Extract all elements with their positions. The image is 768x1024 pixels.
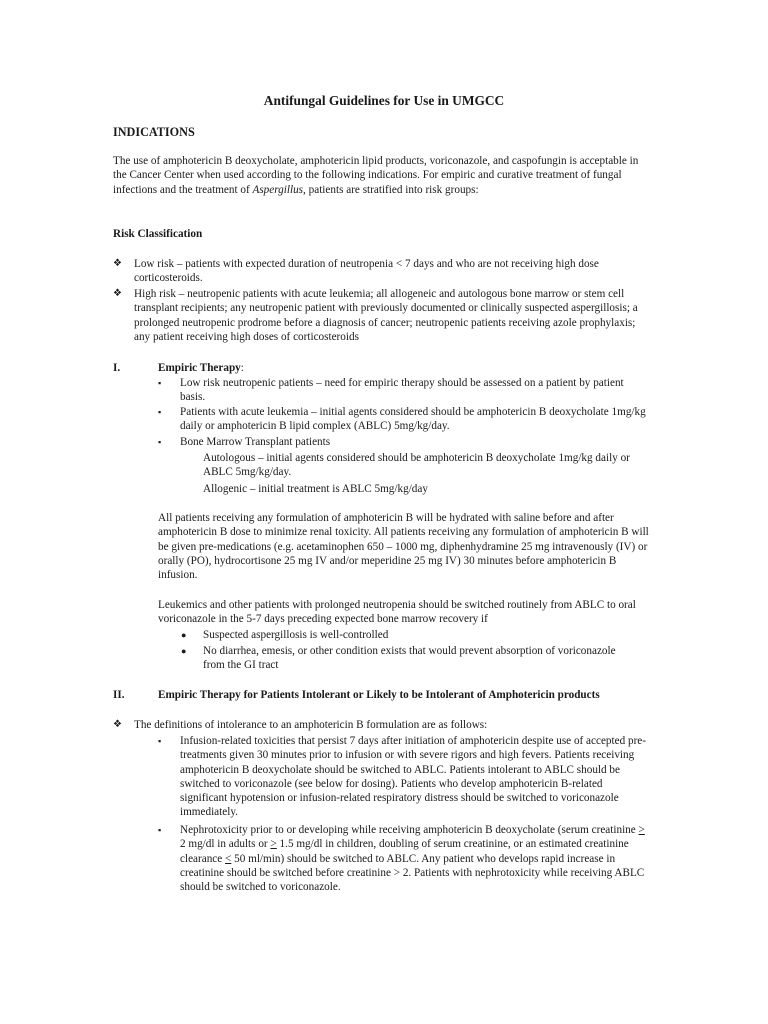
bmt-autologous: Autologous – initial agents considered should be amphotericin B deoxycholate 1mg/kg daily or ABLC 5mg/kg/day.	[203, 452, 630, 479]
list-item	[113, 718, 653, 732]
section-1-bullet-bmt: Bone Marrow Transplant patients	[180, 436, 331, 448]
section-1-bullet-leukemia: Patients with acute leukemia – initial agents considered should be amphotericin B deoxycholate 1mg/kg daily or amphotericin B lipid complex (ABLC) 5mg/kg/day.	[180, 406, 646, 433]
section-2-numeral: II.	[113, 689, 125, 701]
risk-item-high: High risk – neutropenic patients with acute leukemia; all allogeneic and autologous bone marrow or stem cell transplant recipients; any neutropenic patient with previously documented or clinically suspected aspergillosis; a prolonged neutropenic prodrome before a diagnosis of cancer; neutropenic patients receiving azole prophylaxis; any patient receiving high doses of corticosteroids	[134, 288, 638, 343]
diamond-bullet-icon: ❖	[113, 288, 122, 299]
intro-italic: Aspergillus	[252, 183, 304, 196]
section-1-heading-text: Empiric Therapy	[158, 362, 241, 374]
list-item	[158, 734, 648, 820]
section-2-heading: Empiric Therapy for Patients Intolerant or Likely to be Intolerant of Amphotericin products	[158, 689, 600, 701]
infusion-toxicity-bullet: Infusion-related toxicities that persist 7 days after initiation of amphotericin despite use of accepted pre-treatments given 30 minutes prior to infusion or with severe rigors and high fevers. Patients receiving amphotericin B deoxycholate should be switched to ABLC. Patients intolerant to ABLC should be switched to voriconazole (see below for dosing). Patients who develop amphotericin B-related significant hypotension or infusion-related respiratory distress should be switched to voriconazole immediately.	[180, 735, 646, 819]
nephro-ge-symbol: >	[638, 824, 645, 836]
square-bullet-icon: ▪	[158, 378, 162, 388]
indications-heading: INDICATIONS	[113, 125, 195, 139]
list-item	[181, 628, 621, 642]
nephro-text-c: 1.5 mg/dl in children, doubling of serum creatinine, or an estimated creatinine clearance	[180, 838, 629, 865]
square-bullet-icon: ▪	[158, 407, 162, 417]
bmt-allogenic: Allogenic – initial treatment is ABLC 5mg/kg/day	[203, 483, 428, 495]
risk-item-low: Low risk – patients with expected duration of neutropenia < 7 days and who are not receiving high dose corticosteroids.	[134, 258, 599, 285]
nephro-text-d: 50 ml/min) should be switched to ABLC. Any patient who develops rapid increase in creatinine should be switched before creatinine > 2. Patients with nephrotoxicity while receiving ABLC should be switched to voriconazole.	[180, 852, 645, 894]
list-item	[181, 644, 621, 673]
list-item	[113, 287, 643, 344]
intro-text-2: , patients are stratified into risk groups:	[303, 183, 479, 196]
condition-aspergillosis: Suspected aspergillosis is well-controlled	[203, 629, 389, 641]
list-item	[158, 435, 648, 449]
amphotericin-hydration-paragraph: All patients receiving any formulation of amphotericin B will be hydrated with saline before and after amphotericin B dose to minimize renal toxicity. All patients receiving any formulation of amphotericin B will be given pre-medications (e.g. acetaminophen 650 – 1000 mg, diphenhydramine 25 mg intravenously (IV) or orally (PO), hydrocortisone 25 mg IV and/or meperidine 25 mg IV) 30 minutes before amphotericin B infusion.	[158, 512, 649, 582]
square-bullet-icon: ▪	[158, 437, 162, 447]
nephrotoxicity-bullet	[180, 823, 648, 894]
nephro-text-b: 2 mg/dl in adults or	[180, 838, 271, 851]
section-1-heading-colon: :	[240, 362, 244, 374]
nephro-ge-symbol: >	[270, 838, 277, 851]
diamond-bullet-icon: ❖	[113, 258, 122, 269]
diamond-bullet-icon: ❖	[113, 719, 122, 730]
nephro-text-a: Nephrotoxicity prior to or developing while receiving amphotericin B deoxycholate (serum creatinine	[180, 824, 639, 836]
intro-text-1: The use of amphotericin B deoxycholate, amphotericin lipid products, voriconazole, and caspofungin is acceptable in the Cancer Center when used according to the following indications. For empiric and curative treatment of fungal infections and the treatment of	[113, 155, 639, 196]
list-item	[113, 257, 643, 286]
section-1-heading	[158, 361, 244, 375]
section-1-bullet-low-risk: Low risk neutropenic patients – need for empiric therapy should be assessed on a patient by patient basis.	[180, 377, 624, 404]
list-item	[158, 823, 648, 894]
intolerance-definitions-intro: The definitions of intolerance to an amphotericin B formulation are as follows:	[134, 719, 488, 731]
document-title: Antifungal Guidelines for Use in UMGCC	[263, 93, 505, 108]
list-item	[158, 376, 648, 405]
round-bullet-icon: ●	[181, 630, 187, 640]
square-bullet-icon: ▪	[158, 736, 162, 746]
risk-classification-heading: Risk Classification	[113, 228, 203, 240]
switch-to-voriconazole-paragraph: Leukemics and other patients with prolonged neutropenia should be switched routinely from ABLC to oral voriconazole in the 5-7 days preceding expected bone marrow recovery if	[158, 599, 636, 626]
square-bullet-icon: ▪	[158, 825, 162, 835]
nephro-le-symbol: <	[225, 852, 232, 865]
condition-gi-absorption: No diarrhea, emesis, or other condition exists that would prevent absorption of voriconazole from the GI tract	[203, 645, 616, 672]
round-bullet-icon: ●	[181, 646, 187, 656]
list-item	[158, 405, 648, 434]
intro-paragraph	[113, 154, 643, 197]
section-1-numeral: I.	[113, 362, 121, 374]
